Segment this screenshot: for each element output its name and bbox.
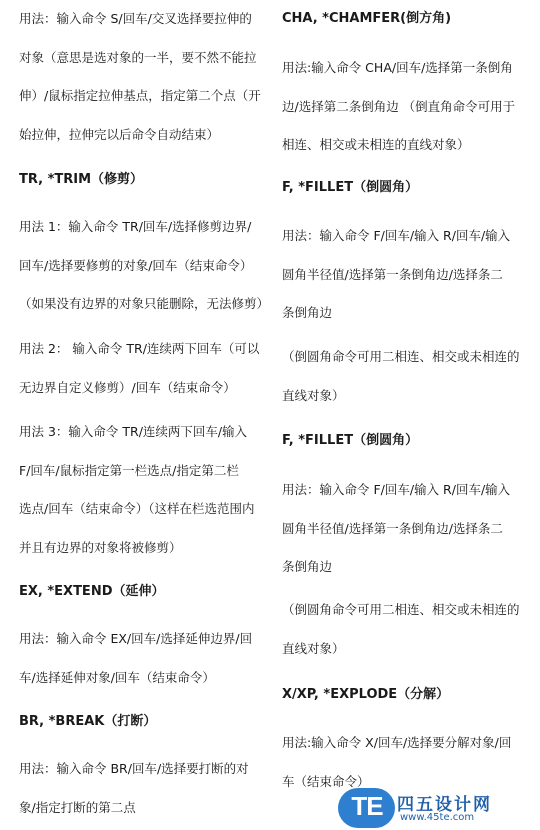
text-line: 对象（意思是选对象的一半，要不然不能拉: [19, 49, 257, 65]
trim-usage-1-paragraph: [19, 208, 271, 324]
fillet-heading-repeat: F, *FILLET（倒圆角）: [282, 433, 419, 448]
explode-heading: X/XP, *EXPLODE（分解）: [282, 687, 450, 702]
text-line: 用法：输入命令 F/回车/输入 R/回车/输入: [282, 228, 511, 243]
break-usage-paragraph: [19, 750, 271, 827]
site-watermark-logo: [338, 788, 538, 830]
text-line: 条倒角边: [282, 559, 333, 574]
text-line: 边/选择第二条倒角边 （倒直角命令可用于: [282, 98, 516, 114]
text-line: 相连、相交或未相连的直线对象）: [282, 137, 470, 152]
text-line: 直线对象）: [282, 640, 345, 656]
logo-site-name: 四五设计网: [397, 795, 492, 815]
text-line: 用法:输入命令 X/回车/选择要分解对象/回: [282, 735, 512, 750]
fillet-note-paragraph: [282, 338, 528, 415]
extend-usage-paragraph: [19, 620, 271, 697]
text-line: 直线对象）: [282, 387, 345, 403]
text-line: 始拉伸，拉伸完以后命令自动结束）: [19, 126, 220, 142]
text-line: 用法：输入命令 BR/回车/选择要打断的对: [19, 761, 249, 776]
logo-site-url: www.45te.com: [400, 812, 475, 823]
text-line: 无边界自定义修剪）/回车（结束命令）: [19, 379, 236, 395]
text-line: 用法 1：输入命令 TR/回车/选择修剪边界/: [19, 219, 252, 234]
stretch-usage-paragraph: [19, 0, 271, 154]
text-line: 用法:输入命令 CHA/回车/选择第一条倒角: [282, 60, 513, 75]
text-line: 用法 2： 输入命令 TR/连续两下回车（可以: [19, 341, 260, 356]
text-line: 圆角半径值/选择第一条倒角边/选择条二: [282, 520, 503, 536]
text-line: 伸）/鼠标指定拉伸基点，指定第二个点（开: [19, 88, 261, 103]
fillet-usage-paragraph-repeat: [282, 471, 528, 587]
text-line: 车（结束命令）: [282, 773, 370, 789]
fillet-heading: F, *FILLET（倒圆角）: [282, 180, 419, 195]
trim-usage-2-paragraph: [19, 330, 271, 407]
extend-heading: EX, *EXTEND（延伸）: [19, 584, 165, 599]
text-line: 用法：输入命令 EX/回车/选择延伸边界/回: [19, 631, 253, 646]
fillet-usage-paragraph: [282, 217, 528, 333]
logo-letters: TE: [351, 791, 383, 821]
break-heading: BR, *BREAK（打断）: [19, 714, 157, 729]
text-line: 用法：输入命令 F/回车/输入 R/回车/输入: [282, 482, 511, 497]
text-line: （如果没有边界的对象只能删除，无法修剪）: [19, 296, 270, 311]
text-line: 圆角半径值/选择第一条倒角边/选择条二: [282, 266, 503, 282]
text-line: 象/指定打断的第二点: [19, 799, 136, 815]
text-line: 条倒角边: [282, 305, 333, 320]
text-line: F/回车/鼠标指定第一栏选点/指定第二栏: [19, 462, 239, 478]
chamfer-heading: CHA, *CHAMFER(倒方角): [282, 11, 452, 26]
trim-heading: TR, *TRIM（修剪）: [19, 172, 144, 187]
text-line: 并且有边界的对象将被修剪）: [19, 539, 182, 555]
text-line: （倒圆角命令可用二相连、相交或未相连的: [282, 602, 520, 617]
fillet-note-paragraph-repeat: [282, 591, 528, 668]
text-line: 回车/选择要修剪的对象/回车（结束命令）: [19, 257, 253, 273]
chamfer-usage-paragraph: [282, 49, 528, 165]
text-line: 用法 3：输入命令 TR/连续两下回车/输入: [19, 424, 248, 439]
text-line: 选点/回车（结束命令）（这样在栏选范围内: [19, 501, 255, 516]
trim-usage-3-paragraph: [19, 413, 271, 567]
text-line: 车/选择延伸对象/回车（结束命令）: [19, 669, 215, 685]
text-line: （倒圆角命令可用二相连、相交或未相连的: [282, 349, 520, 364]
text-line: 用法：输入命令 S/回车/交叉选择要拉伸的: [19, 11, 252, 26]
